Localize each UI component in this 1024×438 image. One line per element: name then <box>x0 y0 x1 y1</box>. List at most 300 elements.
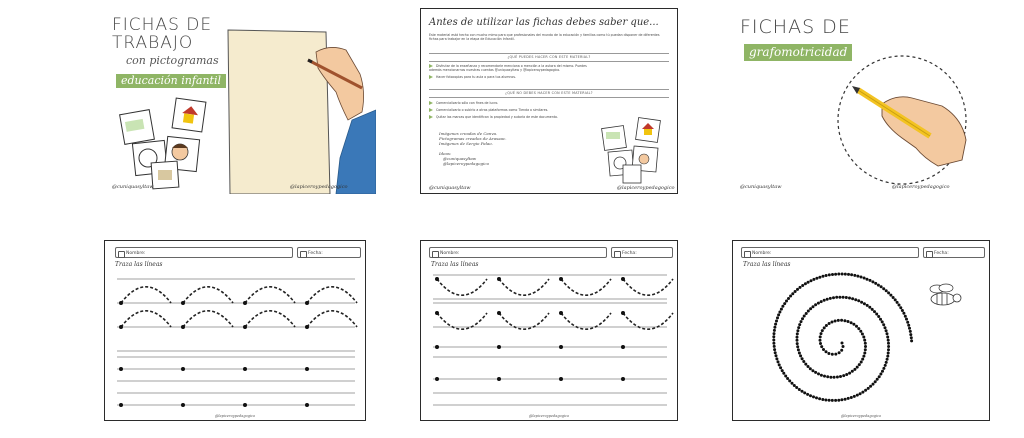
spiral-dot <box>774 323 777 326</box>
instruction-label: Traza las líneas <box>743 261 791 268</box>
dashed-arc <box>307 311 357 327</box>
spiral-dot <box>809 367 812 370</box>
name-field: Nombre: <box>741 247 919 258</box>
spiral-dot <box>864 348 867 351</box>
spiral-dot <box>867 387 870 390</box>
start-dot <box>559 311 563 315</box>
start-dot <box>305 403 309 407</box>
spiral-dot <box>822 348 825 351</box>
info-heading: Antes de utilizar las fichas debes saber que... <box>429 17 659 28</box>
paper-sheet-icon <box>228 30 330 194</box>
spiral-dot <box>834 273 837 276</box>
spiral-dot <box>850 321 853 324</box>
pictogram-cards-icon <box>120 98 206 189</box>
spiral-dot <box>826 298 829 301</box>
spiral-dot <box>828 322 831 325</box>
spiral-dot <box>791 292 794 295</box>
spiral-dot <box>906 321 909 324</box>
spiral-dot <box>829 376 832 379</box>
dashed-arc <box>121 287 171 303</box>
spiral-dot <box>834 353 837 356</box>
start-dot <box>181 325 185 329</box>
spiral-dot <box>901 309 904 312</box>
cover-card-pictogramas <box>104 8 376 194</box>
spiral-dot <box>899 306 902 309</box>
spiral-dot <box>834 399 837 402</box>
date-field: Fecha: <box>611 247 673 258</box>
start-dot <box>559 277 563 281</box>
spiral-dot <box>825 274 828 277</box>
spiral-dot <box>778 311 781 314</box>
spiral-dot <box>837 273 840 276</box>
spiral-dot <box>817 302 820 305</box>
dashed-arc <box>121 311 171 327</box>
info-intro: Este material está hecho con mucho mimo para que profesionales del mundo de la educación y familias como tú puedan disponer de diferentes fichas para trabajar en la etapa de Educación Infantil. <box>429 33 660 42</box>
spiral-dot <box>814 303 817 306</box>
no-item: Comercializarlo sólo con fines de lucro. <box>429 101 594 105</box>
spiral-dot <box>819 342 822 345</box>
spiral-dot <box>880 285 883 288</box>
spiral-dot <box>873 310 876 313</box>
spiral-dot <box>850 396 853 399</box>
spiral-dot <box>885 289 888 292</box>
spiral-dot <box>881 320 884 323</box>
start-dot <box>497 311 501 315</box>
cover-subtitle: con pictogramas <box>126 54 219 67</box>
spiral-dot <box>788 379 791 382</box>
cover3-band: grafomotricidad <box>744 44 852 61</box>
spiral-dot <box>840 398 843 401</box>
spiral-dot <box>841 342 844 345</box>
spiral-dot <box>910 336 913 339</box>
spiral-dot <box>796 345 799 348</box>
spiral-dot <box>820 345 823 348</box>
spiral-dot <box>908 327 911 330</box>
spiral-dot <box>793 384 796 387</box>
section-no: ¿QUÉ NO DEBES HACER CON ESTE MATERIAL? <box>429 89 669 98</box>
name-field: Nombre: <box>115 247 293 258</box>
spiral-dot <box>805 312 808 315</box>
spiral-dot <box>843 319 846 322</box>
spiral-dot <box>907 324 910 327</box>
start-dot <box>621 345 625 349</box>
spiral-dot <box>857 299 860 302</box>
spiral-dot <box>886 336 889 339</box>
spiral-dot <box>833 376 836 379</box>
start-dot <box>497 345 501 349</box>
dashed-arc <box>183 311 233 327</box>
spiral-dot <box>882 323 885 326</box>
spiral-dot <box>798 323 801 326</box>
spiral-dot <box>909 330 912 333</box>
spiral-dot <box>802 360 805 363</box>
worksheet-footer: @lapiceroypedagogico <box>528 414 570 418</box>
spiral-dot <box>847 320 850 323</box>
start-dot <box>119 325 123 329</box>
spiral-dot <box>874 380 877 383</box>
cover3-illustration <box>712 8 974 194</box>
spiral-dot <box>841 273 844 276</box>
spiral-dot <box>864 389 867 392</box>
spiral-dot <box>831 399 834 402</box>
spiral-dot <box>861 358 864 361</box>
start-dot <box>497 377 501 381</box>
spiral-dot <box>775 357 778 360</box>
sleeve-icon <box>336 110 376 194</box>
spiral-dot <box>801 390 804 393</box>
bee-icon <box>930 284 961 305</box>
spiral-dot <box>872 383 875 386</box>
spiral-dot <box>886 355 889 358</box>
spiral-dot <box>785 300 788 303</box>
yes-item: Disfrutar de la enseñanza y recomendarle menciona o mención a la autora del mismo. Puedes además mencionarnos nuestras cuentas @uniquasyltaw y @lapiceroypedagogico. <box>429 64 587 73</box>
spiral-dot <box>812 395 815 398</box>
spiral-dot <box>874 282 877 285</box>
spiral-dot <box>823 326 826 329</box>
spiral-dot <box>787 297 790 300</box>
start-dot <box>181 403 185 407</box>
spiral-dot <box>803 391 806 394</box>
start-dot <box>559 345 563 349</box>
spiral-dot <box>799 286 802 289</box>
start-dot <box>119 301 123 305</box>
spiral-dot <box>791 382 794 385</box>
spiral-dot <box>840 319 843 322</box>
spiral-dot <box>815 396 818 399</box>
start-dot <box>559 377 563 381</box>
spiral-dot <box>812 305 815 308</box>
spiral-dot <box>853 395 856 398</box>
spiral-dot <box>844 398 847 401</box>
spiral-dot <box>825 324 828 327</box>
spiral-dot <box>904 315 907 318</box>
info-footer-right: @lapiceroypedagogico <box>617 185 675 191</box>
spiral-dot <box>885 361 888 364</box>
spiral-dot <box>853 368 856 371</box>
spiral-dot <box>809 394 812 397</box>
spiral-dot <box>789 295 792 298</box>
spiral-dot <box>821 398 824 401</box>
spiral-dot <box>773 329 776 332</box>
spiral-dot <box>844 273 847 276</box>
start-dot <box>243 403 247 407</box>
start-dot <box>305 325 309 329</box>
cover1-footer-left: @cuniquasyltaw <box>112 184 154 190</box>
spiral-dot <box>795 386 798 389</box>
spiral-dot <box>800 320 803 323</box>
cover3-footer-right: @lapiceroypedagogico <box>892 184 950 190</box>
worksheet-footer: @lapiceroypedagogico <box>214 414 256 418</box>
spiral-dot <box>862 355 865 358</box>
spiral-dot <box>848 372 851 375</box>
spiral-dot <box>820 374 823 377</box>
spiral-dot <box>889 294 892 297</box>
spiral-dot <box>781 369 784 372</box>
spiral-dot <box>826 375 829 378</box>
spiral-dot <box>842 296 845 299</box>
instruction-label: Traza las líneas <box>115 261 163 268</box>
ideas-label: Ideas: <box>439 151 452 156</box>
spiral-dot <box>822 275 825 278</box>
spiral-dot <box>879 318 882 321</box>
spiral-dot <box>854 298 857 301</box>
spiral-dot <box>881 370 884 373</box>
spiral-dot <box>782 372 785 375</box>
spiral-dot <box>773 348 776 351</box>
spiral-dot <box>851 370 854 373</box>
worksheet-spiral <box>732 240 990 421</box>
spiral-dot <box>794 290 797 293</box>
spiral-dot <box>812 278 815 281</box>
spiral-dot <box>798 388 801 391</box>
spiral-dot <box>842 345 845 348</box>
spiral-dot <box>801 357 804 360</box>
no-item: Quitar las marcas que identifican la propiedad y autoría de este documento. <box>429 115 594 119</box>
start-dot <box>497 277 501 281</box>
spiral-dot <box>796 342 799 345</box>
spiral-dot <box>905 318 908 321</box>
spiral-dot <box>887 291 890 294</box>
spiral-dot <box>786 377 789 380</box>
spiral-dot <box>772 342 775 345</box>
spiral-dot <box>811 369 814 372</box>
worksheet-footer: @lapiceroypedagogico <box>840 414 882 418</box>
spiral-dot <box>829 297 832 300</box>
dashed-arc <box>307 287 357 303</box>
spiral-dot <box>832 296 835 299</box>
spiral-dot <box>807 310 810 313</box>
spiral-dot <box>777 360 780 363</box>
spiral-dot <box>864 342 867 345</box>
dashed-arc <box>623 279 673 295</box>
no-item: Comercializarlo o subirlo a otras plataformas como Tienda o similares. <box>429 108 594 112</box>
spiral-dot <box>836 376 839 379</box>
spiral-dot <box>845 373 848 376</box>
spiral-dot <box>878 375 881 378</box>
spiral-dot <box>910 339 913 342</box>
spiral-dot <box>860 276 863 279</box>
dashed-arc <box>183 287 233 303</box>
date-field: Fecha: <box>923 247 985 258</box>
spiral-dot <box>863 339 866 342</box>
cover3-footer-left: @cuniquasyltaw <box>740 184 782 190</box>
spiral-dot <box>820 332 823 335</box>
start-dot <box>243 367 247 371</box>
spiral-dot <box>781 305 784 308</box>
credit-line: Imágenes de Sergio Palao. <box>439 141 493 146</box>
spiral-dot <box>823 299 826 302</box>
spiral-dot <box>837 399 840 402</box>
start-dot <box>305 301 309 305</box>
spiral-dot <box>896 301 899 304</box>
spiral-dot <box>909 333 912 336</box>
spiral-dot <box>871 308 874 311</box>
start-dot <box>243 325 247 329</box>
spiral-dot <box>847 273 850 276</box>
spiral-dot <box>869 279 872 282</box>
start-dot <box>243 301 247 305</box>
spiral-dot <box>851 297 854 300</box>
start-dot <box>181 301 185 305</box>
spiral-dot <box>821 329 824 332</box>
spiral-dot <box>858 363 861 366</box>
spiral-dot <box>783 302 786 305</box>
spiral-dot <box>796 329 799 332</box>
instruction-label: Traza las líneas <box>431 261 479 268</box>
spiral-dot <box>864 345 867 348</box>
spiral-dot <box>839 375 842 378</box>
spiral-dot <box>875 313 878 316</box>
spiral-dot <box>831 353 834 356</box>
start-dot <box>181 367 185 371</box>
start-dot <box>435 277 439 281</box>
spiral-dot <box>866 304 869 307</box>
spiral-dot <box>861 391 864 394</box>
spiral-dot <box>876 378 879 381</box>
spiral-dot <box>824 399 827 402</box>
pictogram-cards-icon <box>602 118 661 183</box>
spiral-dot <box>831 273 834 276</box>
spiral-dot <box>855 325 858 328</box>
spiral-dot <box>834 320 837 323</box>
spiral-dot <box>859 392 862 395</box>
spiral-dot <box>775 354 778 357</box>
cover-band: educación infantil <box>116 74 226 88</box>
spiral-dot <box>804 363 807 366</box>
spiral-dot <box>837 319 840 322</box>
spiral-dot <box>894 298 897 301</box>
spiral-dot <box>845 296 848 299</box>
spiral-dot <box>809 307 812 310</box>
spiral-dot <box>815 277 818 280</box>
yes-item: Hacer fotocopias para tu aula o para tus alumnos. <box>429 75 594 79</box>
spiral-dot <box>898 304 901 307</box>
credit-line: Imágenes creadas de Canva. <box>439 131 498 136</box>
spiral-dot <box>776 316 779 319</box>
section-yes: ¿QUÉ PUEDES HACER CON ESTE MATERIAL? <box>429 53 669 62</box>
dashed-arc <box>499 279 549 295</box>
spiral-dot <box>796 332 799 335</box>
spiral-dot <box>879 373 882 376</box>
spiral-dot <box>892 296 895 299</box>
spiral-dot <box>819 335 822 338</box>
spiral-dot <box>852 323 855 326</box>
spiral-dot <box>842 374 845 377</box>
spiral-dot <box>886 332 889 335</box>
spiral-dot <box>814 371 817 374</box>
dashed-arc <box>561 279 611 295</box>
spiral-dot <box>884 326 887 329</box>
spiral-dot <box>877 315 880 318</box>
spiral-dot <box>780 308 783 311</box>
spiral-dot <box>863 302 866 305</box>
spiral-dot <box>887 348 890 351</box>
start-dot <box>621 311 625 315</box>
spiral-dot <box>796 288 799 291</box>
spiral-dot <box>799 354 802 357</box>
credit-line: Pictogramas creados de Arasaac. <box>439 136 507 141</box>
start-dot <box>621 377 625 381</box>
cover-title-line2: TRABAJO <box>112 33 194 53</box>
spiral-dot <box>853 274 856 277</box>
spiral-dot <box>902 312 905 315</box>
worksheet-arcs-up <box>104 240 366 421</box>
start-dot <box>119 367 123 371</box>
cover1-footer-right: @lapiceroypedagogico <box>290 184 348 190</box>
date-field: Fecha: <box>297 247 361 258</box>
start-dot <box>435 345 439 349</box>
spiral-dot <box>856 366 859 369</box>
spiral-dot <box>823 375 826 378</box>
spiral-dot <box>886 358 889 361</box>
spiral-dot <box>884 364 887 367</box>
spiral-dot <box>806 393 809 396</box>
tracing-lines-1 <box>105 241 366 421</box>
spiral-dot <box>819 339 822 342</box>
spiral-dot <box>827 352 830 355</box>
start-dot <box>435 311 439 315</box>
spiral-dot <box>773 345 776 348</box>
spiral-dot <box>882 287 885 290</box>
spiral-dot <box>828 399 831 402</box>
spiral-dot <box>798 352 801 355</box>
spiral-dot <box>860 301 863 304</box>
info-pictograms <box>421 9 678 194</box>
spiral-dot <box>796 339 799 342</box>
cover1-illustration <box>104 8 376 194</box>
spiral-dot <box>777 313 780 316</box>
spiral-dot <box>796 336 799 339</box>
spiral-dot <box>856 394 859 397</box>
spiral-dot <box>885 329 888 332</box>
cover-title-line1: FICHAS DE <box>112 15 213 35</box>
start-dot <box>119 403 123 407</box>
spiral-dot <box>818 276 821 279</box>
spiral-dot <box>838 296 841 299</box>
spiral-dot <box>778 363 781 366</box>
worksheet-arcs-down <box>420 240 678 421</box>
info-card <box>420 8 678 194</box>
spiral-dot <box>820 300 823 303</box>
cover-card-grafomotricidad <box>712 8 974 194</box>
ideas-item: @cuniquasyltaw <box>443 156 477 161</box>
spiral-dot <box>775 320 778 323</box>
tracing-lines-2 <box>421 241 678 421</box>
spiral-dot <box>772 335 775 338</box>
start-dot <box>621 277 625 281</box>
info-footer-left: @cuniquasyltaw <box>429 185 471 191</box>
spiral-dot <box>804 282 807 285</box>
spiral-dot <box>857 327 860 330</box>
spiral-dot <box>772 339 775 342</box>
spiral-dot <box>773 326 776 329</box>
spiral-dot <box>828 273 831 276</box>
ideas-item: @lapiceroypedagogico <box>443 161 490 166</box>
spiral-dot <box>868 306 871 309</box>
spiral-dot <box>810 279 813 282</box>
spiral-dot <box>801 317 804 320</box>
spiral-dot <box>862 336 865 339</box>
spiral-dot <box>887 352 890 355</box>
spiral-dot <box>818 397 821 400</box>
spiral-dot <box>835 296 838 299</box>
dashed-arc <box>245 287 295 303</box>
cover3-title: FICHAS DE <box>740 16 851 38</box>
spiral-dot <box>847 397 850 400</box>
spiral-dot <box>801 284 804 287</box>
spiral-dot <box>825 350 828 353</box>
tracing-spiral <box>733 241 990 421</box>
